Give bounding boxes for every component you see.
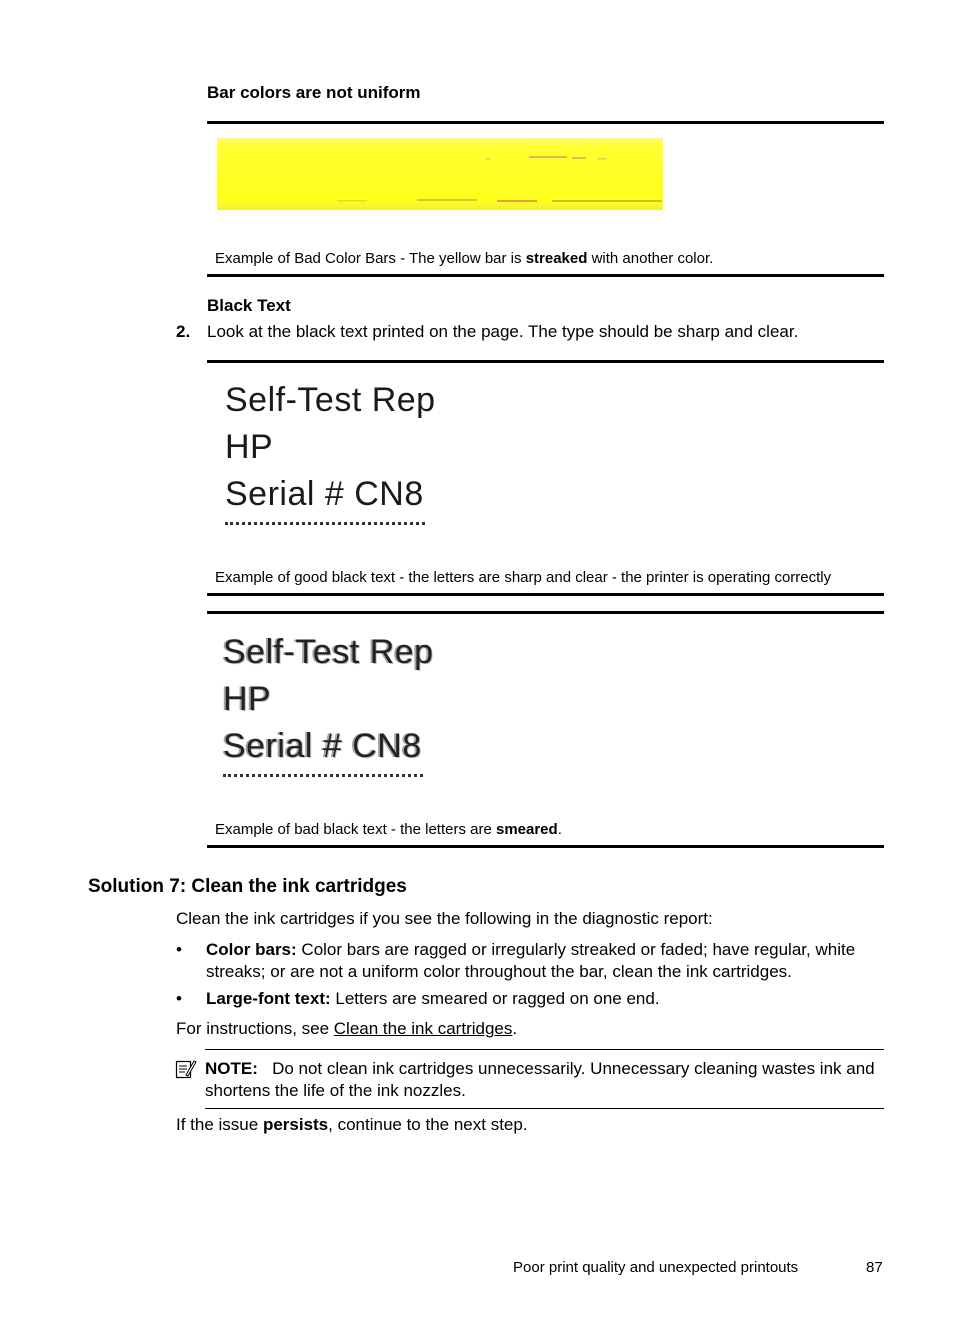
sample-line: HP (223, 680, 272, 718)
black-text-heading: Black Text (207, 296, 291, 315)
persist-post: , continue to the next step. (328, 1115, 528, 1134)
sample-line: Serial # CN8 (225, 475, 424, 513)
bad-text-sample (223, 629, 438, 787)
bar-colors-heading: Bar colors are not uniform (207, 83, 421, 102)
instructions-text: For instructions, see (176, 1019, 334, 1038)
caption-text: with another color. (587, 250, 714, 267)
note-bottom-rule (205, 1108, 884, 1109)
divider (207, 845, 884, 848)
sample-line: Self-Test Rep (225, 381, 436, 419)
persist-bold: persists (262, 1115, 329, 1134)
persist-pre: If the issue (176, 1115, 263, 1134)
bullet-label: Color bars: (206, 940, 297, 959)
divider (207, 121, 884, 124)
page-number: 87 (866, 1259, 883, 1276)
divider (207, 611, 884, 614)
caption-text: . (557, 821, 562, 838)
step-text: Look at the black text printed on the page. The type should be sharp and clear. (207, 322, 799, 341)
caption-text: Example of bad black text - the letters are (215, 821, 496, 838)
bullet-text: Letters are smeared or ragged on one end. (330, 989, 660, 1008)
bullet-label: Large-font text: (206, 989, 331, 1008)
sample-line: HP (225, 428, 274, 466)
bullet-large-font (206, 988, 660, 1010)
note-icon (175, 1058, 197, 1080)
solution-heading: Solution 7: Clean the ink cartridges (88, 876, 407, 897)
persist-text (176, 1114, 528, 1136)
instructions-text: . (512, 1019, 518, 1038)
yellow-bar-image (217, 136, 663, 212)
bullet-marker: • (176, 940, 182, 959)
yellow-bar-figure (217, 136, 663, 212)
divider (207, 274, 884, 277)
divider (207, 360, 884, 363)
caption-text: Example of Bad Color Bars - The yellow bar is (215, 250, 526, 267)
note-block (205, 1058, 890, 1102)
bullet-text: Color bars are ragged or irregularly streaked or faded; have regular, white streaks; or are not a uniform color throughout the bar, clean the ink cartridges. (206, 940, 856, 981)
clean-cartridges-link[interactable]: Clean the ink cartridges (333, 1019, 513, 1038)
note-top-rule (205, 1049, 884, 1050)
caption-bold: streaked (525, 250, 588, 267)
good-text-caption: Example of good black text - the letters are sharp and clear - the printer is operating correctly (215, 569, 832, 586)
bullet-color-bars (206, 939, 891, 983)
note-label: NOTE: (205, 1059, 258, 1078)
caption-bold: smeared (495, 821, 558, 838)
bad-text-caption (215, 821, 562, 838)
footer-section-title: Poor print quality and unexpected printouts (513, 1259, 799, 1276)
instructions (176, 1018, 517, 1040)
note-text: Do not clean ink cartridges unnecessarily. Unnecessary cleaning wastes ink and shortens the life of the ink nozzles. (205, 1059, 875, 1100)
good-text-sample (225, 377, 438, 535)
step-number: 2. (176, 322, 191, 341)
cut-off-line (223, 774, 423, 781)
cut-off-line (225, 522, 425, 529)
sample-line: Serial # CN8 (223, 727, 422, 765)
sample-line: Self-Test Rep (223, 633, 434, 671)
bullet-marker: • (176, 989, 182, 1008)
divider (207, 593, 884, 596)
bad-color-bars-caption (215, 250, 713, 267)
solution-intro: Clean the ink cartridges if you see the following in the diagnostic report: (176, 909, 713, 928)
